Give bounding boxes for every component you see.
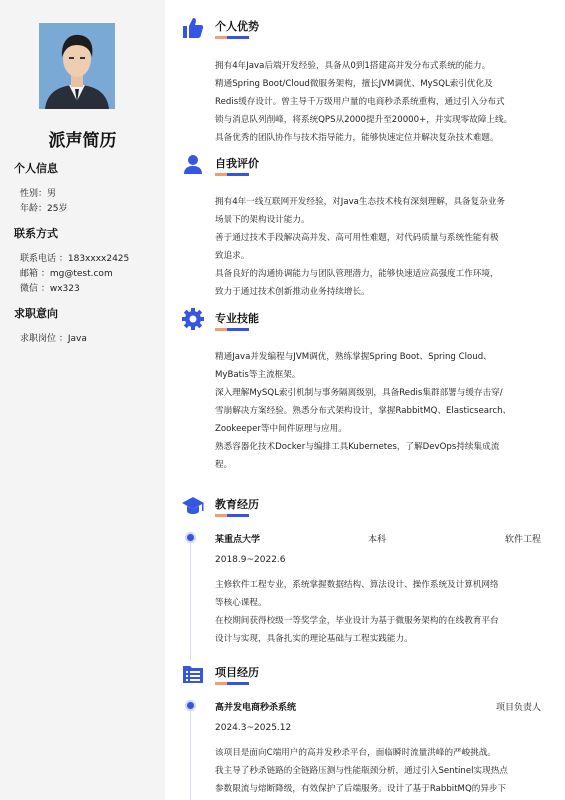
advantages-text: 拥有4年Java后端开发经验，具备从0到1搭建高并发分布式系统的能力。 精通Spring Boot/Cloud微服务架构，擅长JVM调优、MySQL索引优化及 Redis缓存设计。曾主导千万级用户量的电商秒杀系统重构，通过引入分布式 锁与消息队列削峰，将系统QPS从2000提升至20000+，并实现零故障上线。 具备优秀的团队协作与技术指导能力，能够快速定位并解决复杂技术难题。 — [215, 61, 513, 143]
phone-text: 联系电话 ：183xxxx2425 — [20, 254, 130, 264]
major: 软件工程 — [504, 535, 541, 545]
section-title-self-eval: 自我评价 — [215, 157, 259, 170]
education-text: 主修软件工程专业，系统掌握数据结构、算法设计、操作系统及计算机网络 等核心课程。 在校期间获得校级一等奖学金，毕业设计为基于微服务架构的在线教育平台 设计与实现，具备扎实的理论基础与工程实践能力。 — [215, 580, 499, 644]
job-intent-heading: 求职意向 — [14, 307, 58, 320]
section-title-projects: 项目经历 — [215, 666, 259, 679]
project-period: 2024.3~2025.12 — [215, 723, 292, 733]
gender-text: 性别：男 — [20, 189, 57, 199]
gear-icon — [181, 307, 205, 331]
section-underline — [215, 514, 249, 517]
sidebar — [0, 0, 165, 800]
skills-text: 精通Java并发编程与JVM调优，熟练掌握Spring Boot、Spring Cloud、 MyBatis等主流框架。 深入理解MySQL索引机制与事务隔离级别，具备Redis集群部署与缓存击穿/ 雪崩解决方案经验。熟悉分布式架构设计，掌握RabbitMQ、Elasticsearch、 Zookeeper等中间件原理与应用。 熟悉容器化技术Docker与编排工具Kubernetes，了解DevOps持续集成流 程。 — [215, 352, 512, 470]
section-underline — [215, 36, 249, 39]
wechat-text: 微信 ：wx323 — [20, 284, 80, 294]
timeline-line — [190, 708, 191, 800]
section-underline — [215, 173, 249, 176]
contact-heading: 联系方式 — [14, 227, 58, 240]
timeline-dot — [187, 534, 194, 541]
job-position-text: 求职岗位 ：Java — [20, 334, 87, 344]
section-underline — [215, 682, 249, 685]
thumbs-up-icon — [181, 16, 205, 40]
section-title-skills: 专业技能 — [215, 312, 259, 325]
timeline-dot — [187, 702, 194, 709]
school-name: 某重点大学 — [215, 535, 261, 545]
timeline-line — [190, 540, 191, 660]
personal-info-heading: 个人信息 — [14, 162, 58, 175]
degree: 本科 — [368, 535, 387, 545]
project-name: 高并发电商秒杀系统 — [215, 703, 297, 713]
resume-name: 派声简历 — [48, 131, 117, 151]
project-text: 该项目是面向C端用户的高并发秒杀平台，面临瞬时流量洪峰的严峻挑战。 我主导了秒杀链路的全链路压测与性能瓶颈分析，通过引入Sentinel实现热点 参数限流与熔断降级，有效保护了后端服务。设计了基于RabbitMQ的异步下 — [215, 748, 508, 794]
self-eval-text: 拥有4年一线互联网开发经验，对Java生态技术栈有深刻理解，具备复杂业务 场景下的架构设计能力。 善于通过技术手段解决高并发、高可用性难题，对代码质量与系统性能有极 致追求。 具备良好的沟通协调能力与团队管理潜力，能够快速适应高强度工作环境， 致力于通过技术创新推动业务持续增长。 — [215, 197, 506, 297]
age-text: 年龄：25岁 — [20, 204, 68, 214]
section-title-advantages: 个人优势 — [215, 20, 259, 33]
section-underline — [215, 328, 249, 331]
section-title-education: 教育经历 — [215, 498, 259, 511]
education-period: 2018.9~2022.6 — [215, 555, 286, 565]
graduation-cap-icon — [181, 494, 205, 518]
list-icon — [181, 662, 205, 686]
user-icon — [181, 153, 205, 177]
project-role: 项目负责人 — [495, 703, 541, 713]
email-text: 邮箱 ：mg@test.com — [20, 269, 113, 279]
avatar — [39, 23, 115, 109]
